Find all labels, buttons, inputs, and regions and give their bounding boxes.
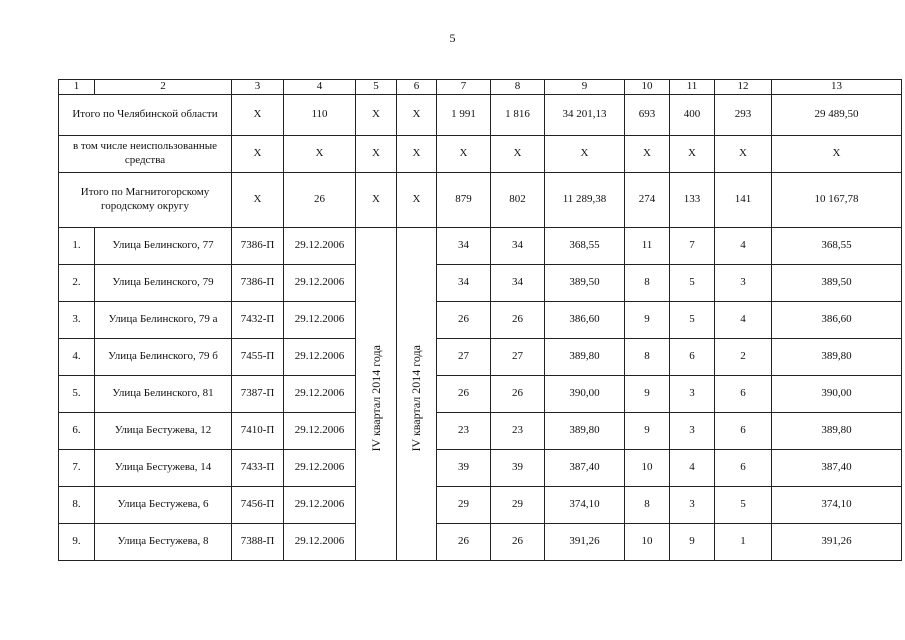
- table-cell: 23: [437, 413, 491, 450]
- row-number: 5.: [59, 376, 95, 413]
- table-cell: X: [397, 173, 437, 228]
- table-cell: 141: [715, 173, 772, 228]
- table-cell: 387,40: [772, 450, 902, 487]
- table-cell: 8: [625, 339, 670, 376]
- doc-number-cell: 7386-П: [232, 228, 284, 265]
- table-cell: X: [356, 136, 397, 173]
- date-cell: 29.12.2006: [284, 524, 356, 561]
- table-cell: 389,80: [545, 413, 625, 450]
- table-cell: 1 991: [437, 95, 491, 136]
- date-cell: 29.12.2006: [284, 487, 356, 524]
- table-cell: 34: [437, 265, 491, 302]
- table-row: [59, 376, 902, 413]
- address-cell: Улица Белинского, 79 б: [95, 339, 232, 376]
- total-row-region: [59, 95, 902, 136]
- row-number: 4.: [59, 339, 95, 376]
- table-cell: 3: [670, 487, 715, 524]
- col-header: 13: [772, 80, 902, 95]
- table-cell: X: [232, 95, 284, 136]
- table-cell: 389,80: [772, 339, 902, 376]
- total-label: Итого по Челябинской области: [59, 95, 232, 136]
- period-text: IV квартал 2014 года: [409, 344, 423, 452]
- address-cell: Улица Бестужева, 6: [95, 487, 232, 524]
- table-row: [59, 524, 902, 561]
- table-row: [59, 339, 902, 376]
- table-cell: 11 289,38: [545, 173, 625, 228]
- row-number: 1.: [59, 228, 95, 265]
- table-cell: 10 167,78: [772, 173, 902, 228]
- row-number: 8.: [59, 487, 95, 524]
- date-cell: 29.12.2006: [284, 339, 356, 376]
- table-cell: 374,10: [545, 487, 625, 524]
- table-cell: 368,55: [545, 228, 625, 265]
- unused-funds-row: [59, 136, 902, 173]
- table-cell: 274: [625, 173, 670, 228]
- housing-table: [58, 79, 902, 561]
- col-header: 7: [437, 80, 491, 95]
- table-cell: 802: [491, 173, 545, 228]
- table-cell: 387,40: [545, 450, 625, 487]
- col-header: 6: [397, 80, 437, 95]
- doc-number-cell: 7388-П: [232, 524, 284, 561]
- row-number: 2.: [59, 265, 95, 302]
- table-cell: 26: [284, 173, 356, 228]
- table-cell: 4: [670, 450, 715, 487]
- doc-number-cell: 7432-П: [232, 302, 284, 339]
- total-label: в том числе неиспользованные средства: [59, 136, 232, 173]
- table-cell: 6: [715, 376, 772, 413]
- table-cell: 2: [715, 339, 772, 376]
- table-cell: 3: [670, 376, 715, 413]
- col-header: 9: [545, 80, 625, 95]
- table-cell: 9: [625, 302, 670, 339]
- table-cell: X: [232, 136, 284, 173]
- table-cell: 879: [437, 173, 491, 228]
- period-cell-col6: [397, 228, 437, 561]
- table-cell: 7: [670, 228, 715, 265]
- row-number: 6.: [59, 413, 95, 450]
- table-row: [59, 228, 902, 265]
- doc-number-cell: 7386-П: [232, 265, 284, 302]
- table-cell: 4: [715, 302, 772, 339]
- total-row-city: [59, 173, 902, 228]
- date-cell: 29.12.2006: [284, 302, 356, 339]
- table-cell: 386,60: [545, 302, 625, 339]
- table-cell: 23: [491, 413, 545, 450]
- table-cell: 293: [715, 95, 772, 136]
- doc-number-cell: 7456-П: [232, 487, 284, 524]
- date-cell: 29.12.2006: [284, 228, 356, 265]
- table-cell: 391,26: [545, 524, 625, 561]
- row-number: 7.: [59, 450, 95, 487]
- table-cell: 693: [625, 95, 670, 136]
- col-header: 5: [356, 80, 397, 95]
- table-cell: 34: [491, 265, 545, 302]
- doc-number-cell: 7455-П: [232, 339, 284, 376]
- address-cell: Улица Бестужева, 8: [95, 524, 232, 561]
- table-cell: 133: [670, 173, 715, 228]
- table-cell: 9: [670, 524, 715, 561]
- table-cell: X: [356, 95, 397, 136]
- table-cell: 368,55: [772, 228, 902, 265]
- table-cell: 39: [437, 450, 491, 487]
- table-cell: 386,60: [772, 302, 902, 339]
- table-cell: 8: [625, 265, 670, 302]
- table-cell: X: [715, 136, 772, 173]
- table-cell: 6: [715, 450, 772, 487]
- col-header: 3: [232, 80, 284, 95]
- table-cell: 5: [670, 265, 715, 302]
- table-cell: X: [397, 136, 437, 173]
- date-cell: 29.12.2006: [284, 413, 356, 450]
- table-cell: 374,10: [772, 487, 902, 524]
- table-cell: X: [397, 95, 437, 136]
- table-cell: 391,26: [772, 524, 902, 561]
- table-cell: 29 489,50: [772, 95, 902, 136]
- col-header: 2: [95, 80, 232, 95]
- table-cell: 3: [670, 413, 715, 450]
- table-cell: 29: [437, 487, 491, 524]
- row-number: 9.: [59, 524, 95, 561]
- table-cell: 27: [491, 339, 545, 376]
- row-number: 3.: [59, 302, 95, 339]
- table-cell: 6: [715, 413, 772, 450]
- table-cell: 110: [284, 95, 356, 136]
- address-cell: Улица Белинского, 79: [95, 265, 232, 302]
- date-cell: 29.12.2006: [284, 450, 356, 487]
- table-cell: 389,80: [545, 339, 625, 376]
- table-cell: 390,00: [772, 376, 902, 413]
- table-cell: 34: [491, 228, 545, 265]
- table-cell: 39: [491, 450, 545, 487]
- address-cell: Улица Бестужева, 14: [95, 450, 232, 487]
- table-cell: 34 201,13: [545, 95, 625, 136]
- col-header: 1: [59, 80, 95, 95]
- table-row: [59, 450, 902, 487]
- table-cell: 389,50: [772, 265, 902, 302]
- table-cell: X: [772, 136, 902, 173]
- table-row: [59, 413, 902, 450]
- table-cell: 10: [625, 450, 670, 487]
- table-cell: 3: [715, 265, 772, 302]
- table-cell: 26: [491, 302, 545, 339]
- table-cell: X: [545, 136, 625, 173]
- table-cell: 26: [491, 376, 545, 413]
- table-cell: 34: [437, 228, 491, 265]
- table-row: [59, 302, 902, 339]
- table-cell: 8: [625, 487, 670, 524]
- table-cell: 1 816: [491, 95, 545, 136]
- table-row: [59, 265, 902, 302]
- table-cell: 9: [625, 413, 670, 450]
- table-cell: 26: [437, 524, 491, 561]
- table-cell: 27: [437, 339, 491, 376]
- table-cell: X: [491, 136, 545, 173]
- column-number-row: [59, 80, 902, 95]
- date-cell: 29.12.2006: [284, 265, 356, 302]
- col-header: 11: [670, 80, 715, 95]
- table-cell: 26: [437, 302, 491, 339]
- address-cell: Улица Бестужева, 12: [95, 413, 232, 450]
- table-cell: X: [284, 136, 356, 173]
- table-cell: 390,00: [545, 376, 625, 413]
- table-cell: X: [670, 136, 715, 173]
- period-text: IV квартал 2014 года: [368, 344, 383, 452]
- col-header: 8: [491, 80, 545, 95]
- table-cell: 389,50: [545, 265, 625, 302]
- table-cell: 11: [625, 228, 670, 265]
- col-header: 10: [625, 80, 670, 95]
- col-header: 12: [715, 80, 772, 95]
- table-cell: 5: [715, 487, 772, 524]
- table-cell: 4: [715, 228, 772, 265]
- table-cell: X: [232, 173, 284, 228]
- period-cell-col5: [356, 228, 397, 561]
- table-cell: 400: [670, 95, 715, 136]
- doc-number-cell: 7433-П: [232, 450, 284, 487]
- table-cell: 389,80: [772, 413, 902, 450]
- date-cell: 29.12.2006: [284, 376, 356, 413]
- table-cell: X: [625, 136, 670, 173]
- doc-number-cell: 7387-П: [232, 376, 284, 413]
- table-cell: X: [437, 136, 491, 173]
- address-cell: Улица Белинского, 81: [95, 376, 232, 413]
- address-cell: Улица Белинского, 79 а: [95, 302, 232, 339]
- table-cell: 26: [491, 524, 545, 561]
- table-cell: 29: [491, 487, 545, 524]
- address-cell: Улица Белинского, 77: [95, 228, 232, 265]
- page-number: 5: [449, 31, 456, 45]
- table-row: [59, 487, 902, 524]
- table-cell: 9: [625, 376, 670, 413]
- doc-number-cell: 7410-П: [232, 413, 284, 450]
- table-cell: 10: [625, 524, 670, 561]
- table-cell: 5: [670, 302, 715, 339]
- total-label: Итого по Магнитогорскому городскому округу: [59, 173, 232, 228]
- col-header: 4: [284, 80, 356, 95]
- table-cell: 26: [437, 376, 491, 413]
- table-cell: 6: [670, 339, 715, 376]
- table-cell: X: [356, 173, 397, 228]
- table-cell: 1: [715, 524, 772, 561]
